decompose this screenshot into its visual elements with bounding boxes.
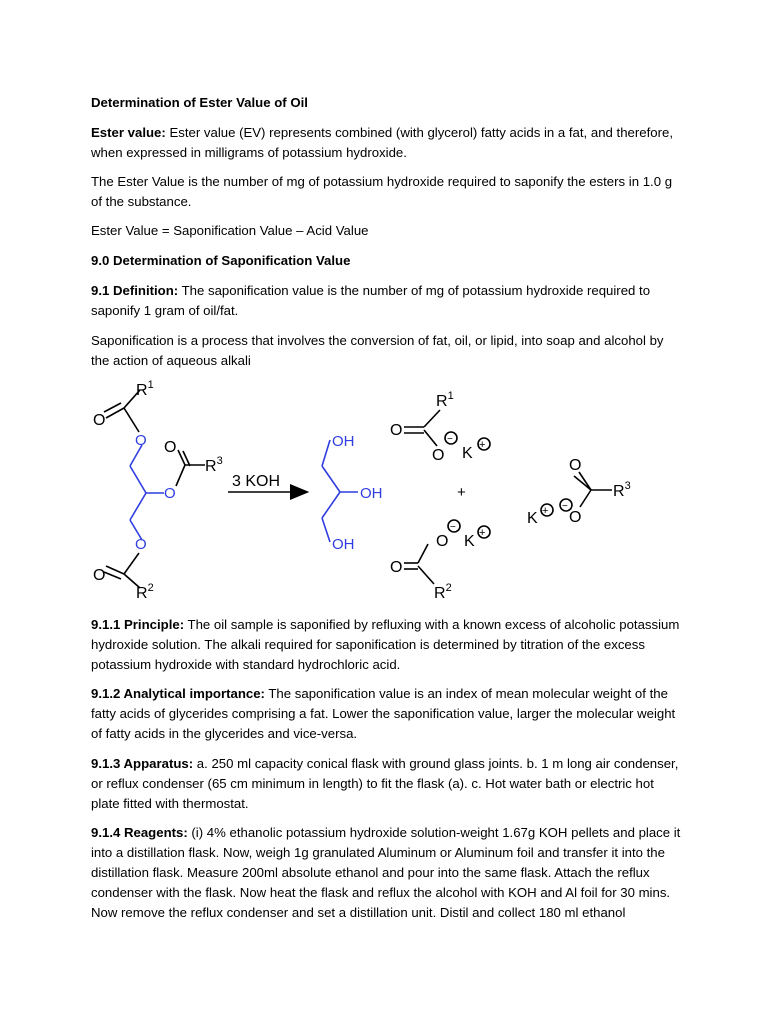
reagents-paragraph [91, 823, 681, 923]
principle-text: The oil sample is saponified by refluxing with a known excess of alcoholic potassium hydroxide solution. The alkali required for saponification is determined by titration of the excess potassium hydroxide with standard hydrochloric acid. [91, 617, 680, 672]
saponification-process-paragraph: Saponification is a process that involves the conversion of fat, oil, or lipid, into soap and alcohol by the action of aqueous alkali [91, 333, 664, 368]
definition-label: 9.1 Definition: [91, 283, 179, 298]
ester-definition-paragraph: The Ester Value is the number of mg of potassium hydroxide required to saponify the esters in 1.0 g of the substance. [91, 174, 673, 209]
carbonyl-oxygen-label: O [93, 412, 106, 429]
positive-charge: + [542, 505, 549, 517]
positive-charge: + [479, 527, 486, 539]
r3-label: $R^3$ [613, 480, 631, 500]
potassium-label: K [464, 533, 475, 550]
r2-label: $R^2$ [434, 582, 452, 602]
carbonyl-oxygen-label: O [164, 439, 177, 456]
ester-value-paragraph [91, 123, 681, 163]
carbonyl-oxygen-label: O [390, 559, 403, 576]
importance-paragraph [91, 684, 681, 744]
anionic-oxygen-label: O [569, 509, 582, 526]
r3-label: $R^3$ [205, 455, 223, 475]
potassium-carboxylate-r2 [390, 520, 490, 602]
apparatus-paragraph [91, 754, 681, 814]
carbonyl-oxygen-label: O [390, 422, 403, 439]
potassium-label: K [527, 510, 538, 527]
triglyceride-molecule [93, 379, 223, 602]
reagents-label: 9.1.4 Reagents: [91, 825, 188, 840]
ester-value-label: Ester value: [91, 125, 166, 140]
hydroxyl-label: OH [332, 536, 355, 553]
reagent-label: 3 KOH [232, 473, 281, 490]
principle-paragraph [91, 615, 681, 675]
apparatus-text: a. 250 ml capacity conical flask with ground glass joints. b. 1 m long air condenser, or reflux condenser (65 cm minimum in length) to fit the flask (a). c. Hot water bath or electric hot plate fitted with thermostat. [91, 756, 679, 811]
ester-value-text: Ester value (EV) represents combined (with glycerol) fatty acids in a fat, and therefore, when expressed in milligrams of potassium hydroxide. [91, 125, 673, 160]
anionic-oxygen-label: O [436, 533, 449, 550]
principle-label: 9.1.1 Principle: [91, 617, 185, 632]
glycerol-backbone [130, 445, 164, 540]
r1-label: $R^1$ [436, 390, 454, 410]
carbonyl-oxygen-label: O [93, 567, 106, 584]
apparatus-label: 9.1.3 Apparatus: [91, 756, 194, 771]
positive-charge: + [479, 439, 486, 451]
ester-oxygen-label: O [135, 432, 147, 449]
potassium-label: K [462, 445, 473, 462]
definition-paragraph [91, 281, 681, 321]
hydroxyl-label: OH [332, 433, 355, 450]
reaction-arrow [228, 473, 306, 492]
negative-charge: − [450, 522, 456, 533]
carbonyl-oxygen-label: O [569, 457, 582, 474]
definition-text: The saponification value is the number of mg of potassium hydroxide required to saponify 1 gram of oil/fat. [91, 283, 651, 318]
glycerol-product [322, 433, 383, 553]
potassium-carboxylate-r3 [527, 457, 631, 527]
r1-label: $R^1$ [136, 379, 154, 399]
hydroxyl-label: OH [360, 485, 383, 502]
reagents-text: (i) 4% ethanolic potassium hydroxide solution-weight 1.67g KOH pellets and place it into a distillation flask. Now, weigh 1g granulated Aluminum or Aluminum foil and transfer it into the distillation flask. Measure 200ml absolute ethanol and pour into the same flask. Attach the reflux condenser with the flask. Now heat the flask and reflux the alcohol with KOH and Al foil for 30 mins. Now remove the reflux condenser and set a distillation unit. Distil and collect 180 ml ethanol [91, 825, 681, 920]
negative-charge: − [447, 434, 453, 445]
section-heading-9-0: 9.0 Determination of Saponification Value [91, 253, 351, 268]
importance-text: The saponification value is an index of mean molecular weight of the fatty acids of glycerides comprising a fat. Lower the saponification value, larger the molecular weight of fatty acids in the glycerides and vice-versa. [91, 686, 676, 741]
saponification-reaction-scheme [80, 376, 680, 612]
negative-charge: − [562, 501, 568, 512]
document-title: Determination of Ester Value of Oil [91, 95, 308, 110]
plus-sign: + [457, 484, 466, 501]
ester-oxygen-label: O [164, 485, 176, 502]
importance-label: 9.1.2 Analytical importance: [91, 686, 265, 701]
ester-oxygen-label: O [135, 536, 147, 553]
potassium-carboxylate-r1 [390, 390, 490, 464]
r2-label: $R^2$ [136, 582, 154, 602]
anionic-oxygen-label: O [432, 447, 445, 464]
ester-formula: Ester Value = Saponification Value – Acid Value [91, 223, 369, 238]
